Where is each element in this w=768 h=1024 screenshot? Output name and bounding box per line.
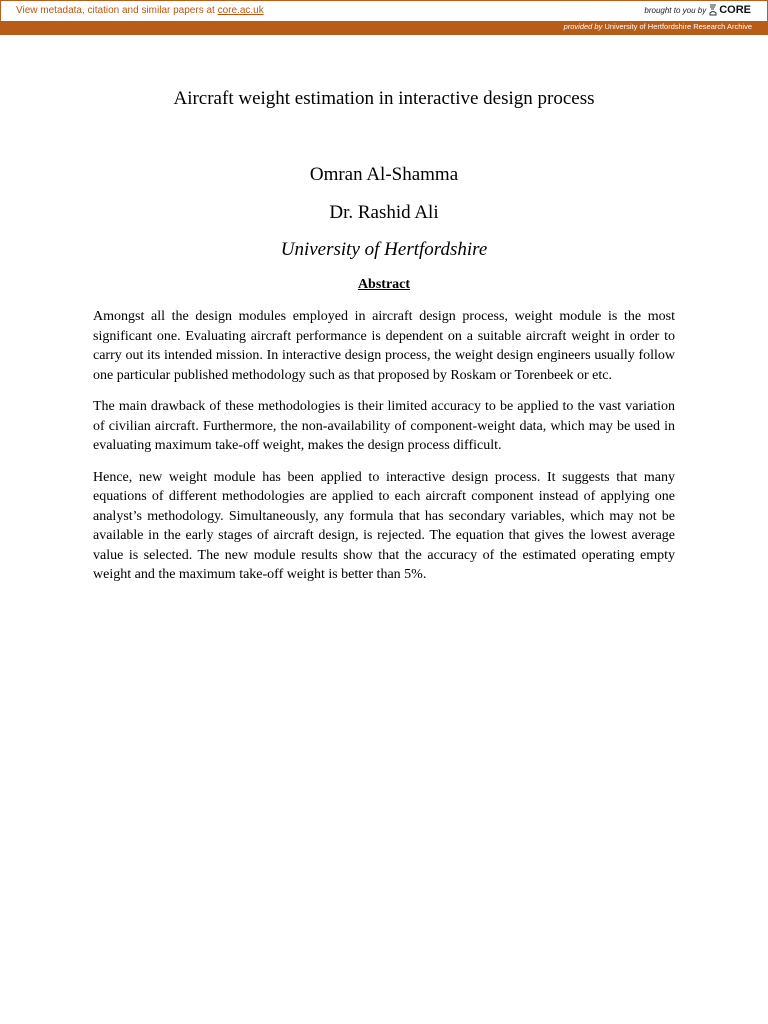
core-logo-icon	[709, 4, 717, 16]
abstract-paragraph: The main drawback of these methodologies is their limited accuracy to be applied to the vast variation of civilian aircraft. Furthermore, the non-availability of component-weight data, which may be used in evaluating maximum take-off weight, makes the design process difficult.	[93, 399, 675, 453]
abstract-body	[93, 307, 675, 597]
core-banner-strip	[0, 21, 768, 35]
author-name: Dr. Rashid Ali	[329, 202, 439, 223]
core-logo-text: CORE	[719, 4, 751, 16]
abstract-paragraph: Amongst all the design modules employed in aircraft design process, weight module is the most significant one. Evaluating aircraft performance is dependent on a suitable aircraft weight in order to carry out its intended mission. In interactive design process, the weight design engineers usually follow one particular published methodology such as that proposed by Roskam or Torenbeek or etc.	[93, 309, 675, 383]
paper-title: Aircraft weight estimation in interactive design process	[173, 88, 595, 109]
core-provided-by	[564, 22, 752, 31]
author-affiliation: University of Hertfordshire	[280, 239, 488, 260]
core-provided-source[interactable]: University of Hertfordshire Research Archive	[604, 22, 752, 31]
core-brought-to-you	[644, 4, 751, 16]
core-banner	[0, 0, 768, 35]
core-metadata-text: View metadata, citation and similar papers at	[16, 5, 218, 16]
core-banner-top	[0, 0, 768, 22]
author-name: Omran Al-Shamma	[309, 164, 459, 185]
core-provided-prefix: provided by	[563, 22, 603, 31]
abstract-heading: Abstract	[357, 277, 411, 292]
core-logo[interactable]	[709, 4, 751, 16]
core-brought-text: brought to you by	[644, 5, 707, 15]
core-metadata-notice	[16, 5, 264, 16]
abstract-paragraph: Hence, new weight module has been applied to interactive design process. It suggests that many equations of different methodologies are applied to each aircraft component instead of applying one analyst’s methodology. Simultaneously, any formula that has secondary variables, which may not be available in the early stages of aircraft design, is rejected. The equation that gives the lowest average value is selected. The new module results show that the accuracy of the estimated operating empty weight and the maximum take-off weight is better than 5%.	[93, 469, 675, 582]
core-link[interactable]: core.ac.uk	[217, 5, 264, 16]
